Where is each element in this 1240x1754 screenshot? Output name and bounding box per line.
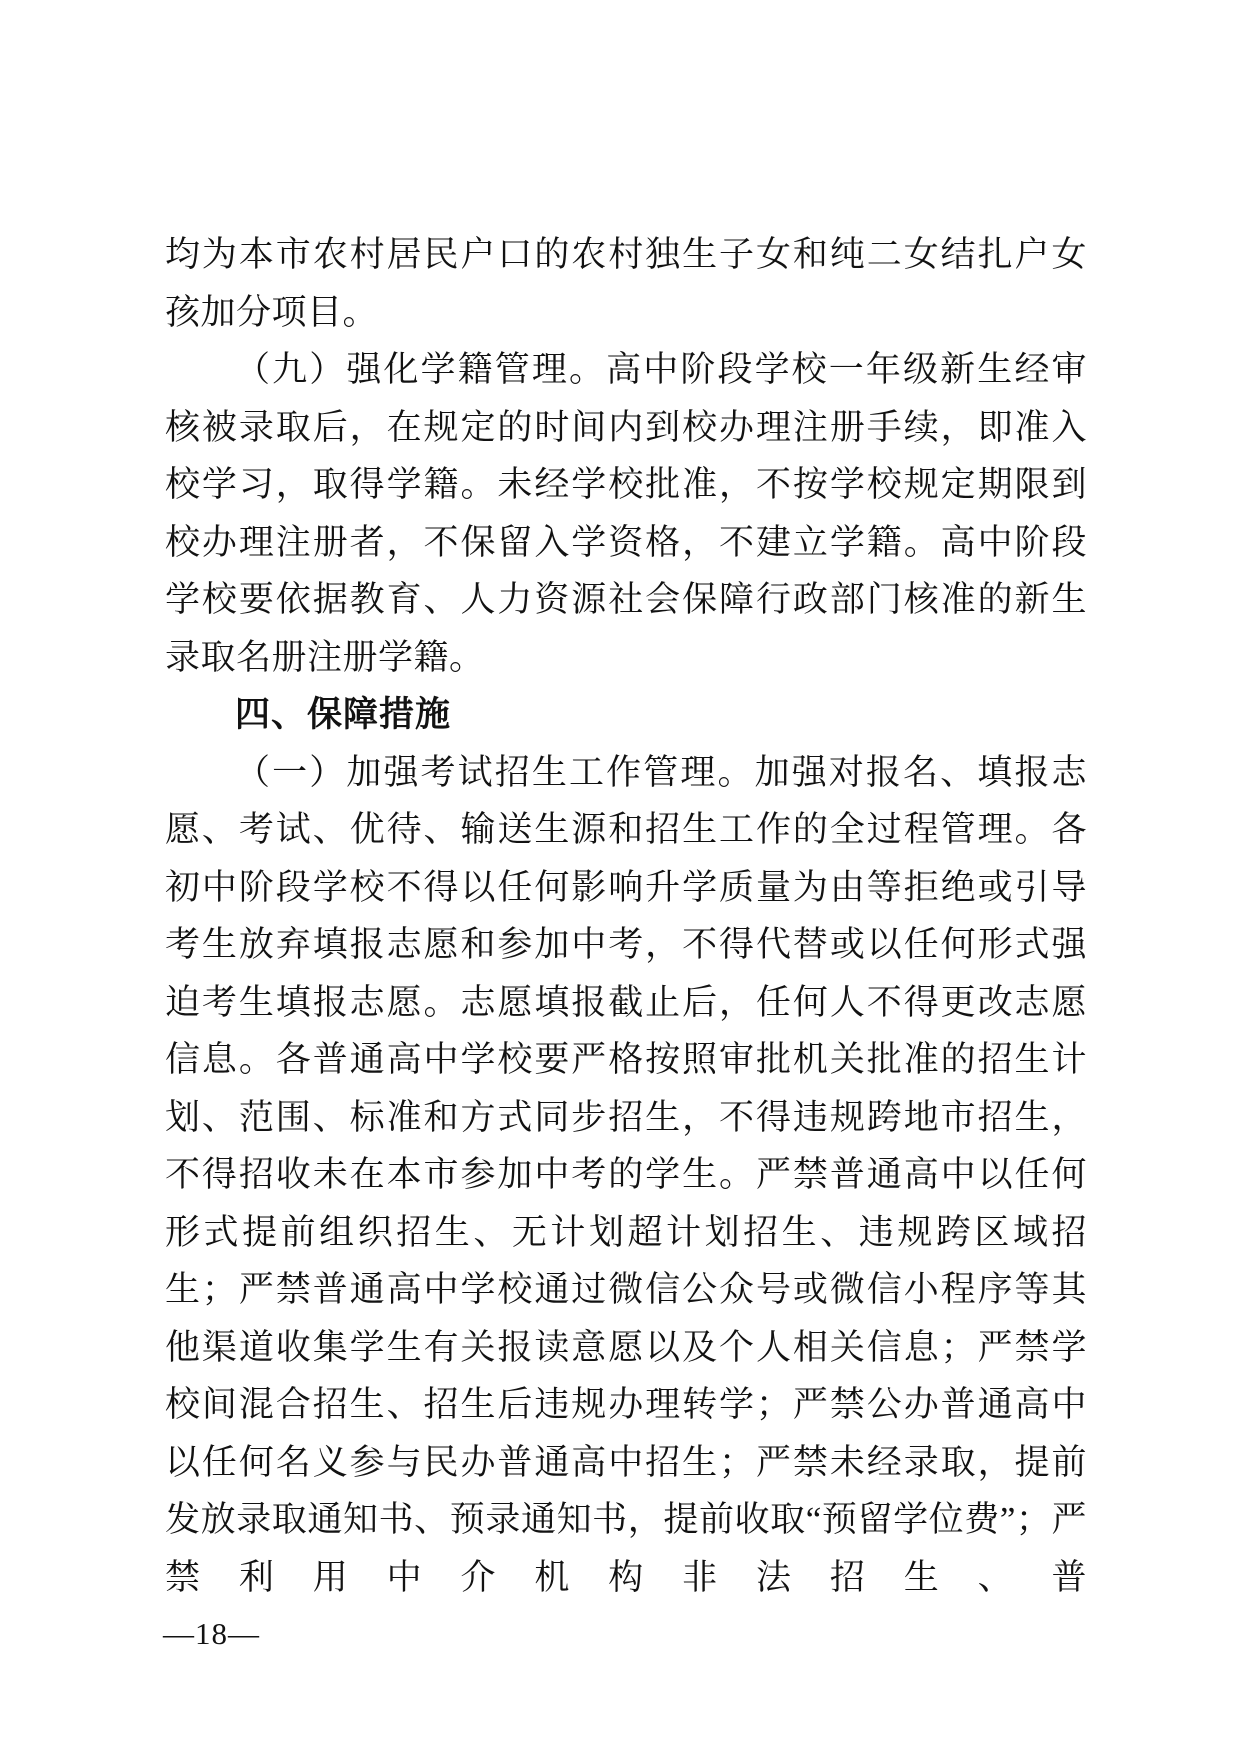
paragraph-text-section-1: 加强对报名、填报志愿、考试、优待、输送生源和招生工作的全过程管理。各初中阶段学校不得以任何影响升学质量为由等拒绝或引导考生放弃填报志愿和参加中考，不得代替或以任何形式强迫考生填报志愿。志愿填报截止后，任何人不得更改志愿信息。各普通高中学校要严格按照审批机关批准的招生计划、范围、标准和方式同步招生，不得违规跨地市招生，不得招收未在本市参加中考的学生。严禁普通高中以任何形式提前组织招生、无计划超计划招生、违规跨区域招生；严禁普通高中学校通过微信公众号或微信小程序等其他渠道收集学生有关报读意愿以及个人相关信息；严禁学校间混合招生、招生后违规办理转学；严禁公办普通高中以任何名义参与民办普通高中招生；严禁未经录取，提前发放录取通知书、预录通知书，提前收取“预留学位费”；严禁利用中介机构非法招生、普 xyxy=(165,752,1087,1597)
paragraph-lead-section-1: （一）加强考试招生工作管理。 xyxy=(235,752,755,792)
document-body xyxy=(165,226,1087,1606)
section-heading-4: 四、保障措施 xyxy=(235,695,452,734)
paragraph-section-9 xyxy=(165,341,1087,686)
paragraph-section-1 xyxy=(165,744,1087,1607)
page-number: —18— xyxy=(163,1616,260,1651)
paragraph-lead-section-9: （九）强化学籍管理。 xyxy=(235,350,607,389)
paragraph-continuation: 均为本市农村居民户口的农村独生子女和纯二女结扎户女孩加分项目。 xyxy=(165,235,1087,332)
paragraph-text-section-9: 高中阶段学校一年级新生经审核被录取后，在规定的时间内到校办理注册手续，即准入校学习，取得学籍。未经学校批准，不按学校规定期限到校办理注册者，不保留入学资格，不建立学籍。高中阶段学校要依据教育、人力资源社会保障行政部门核准的新生录取名册注册学籍。 xyxy=(165,350,1087,677)
